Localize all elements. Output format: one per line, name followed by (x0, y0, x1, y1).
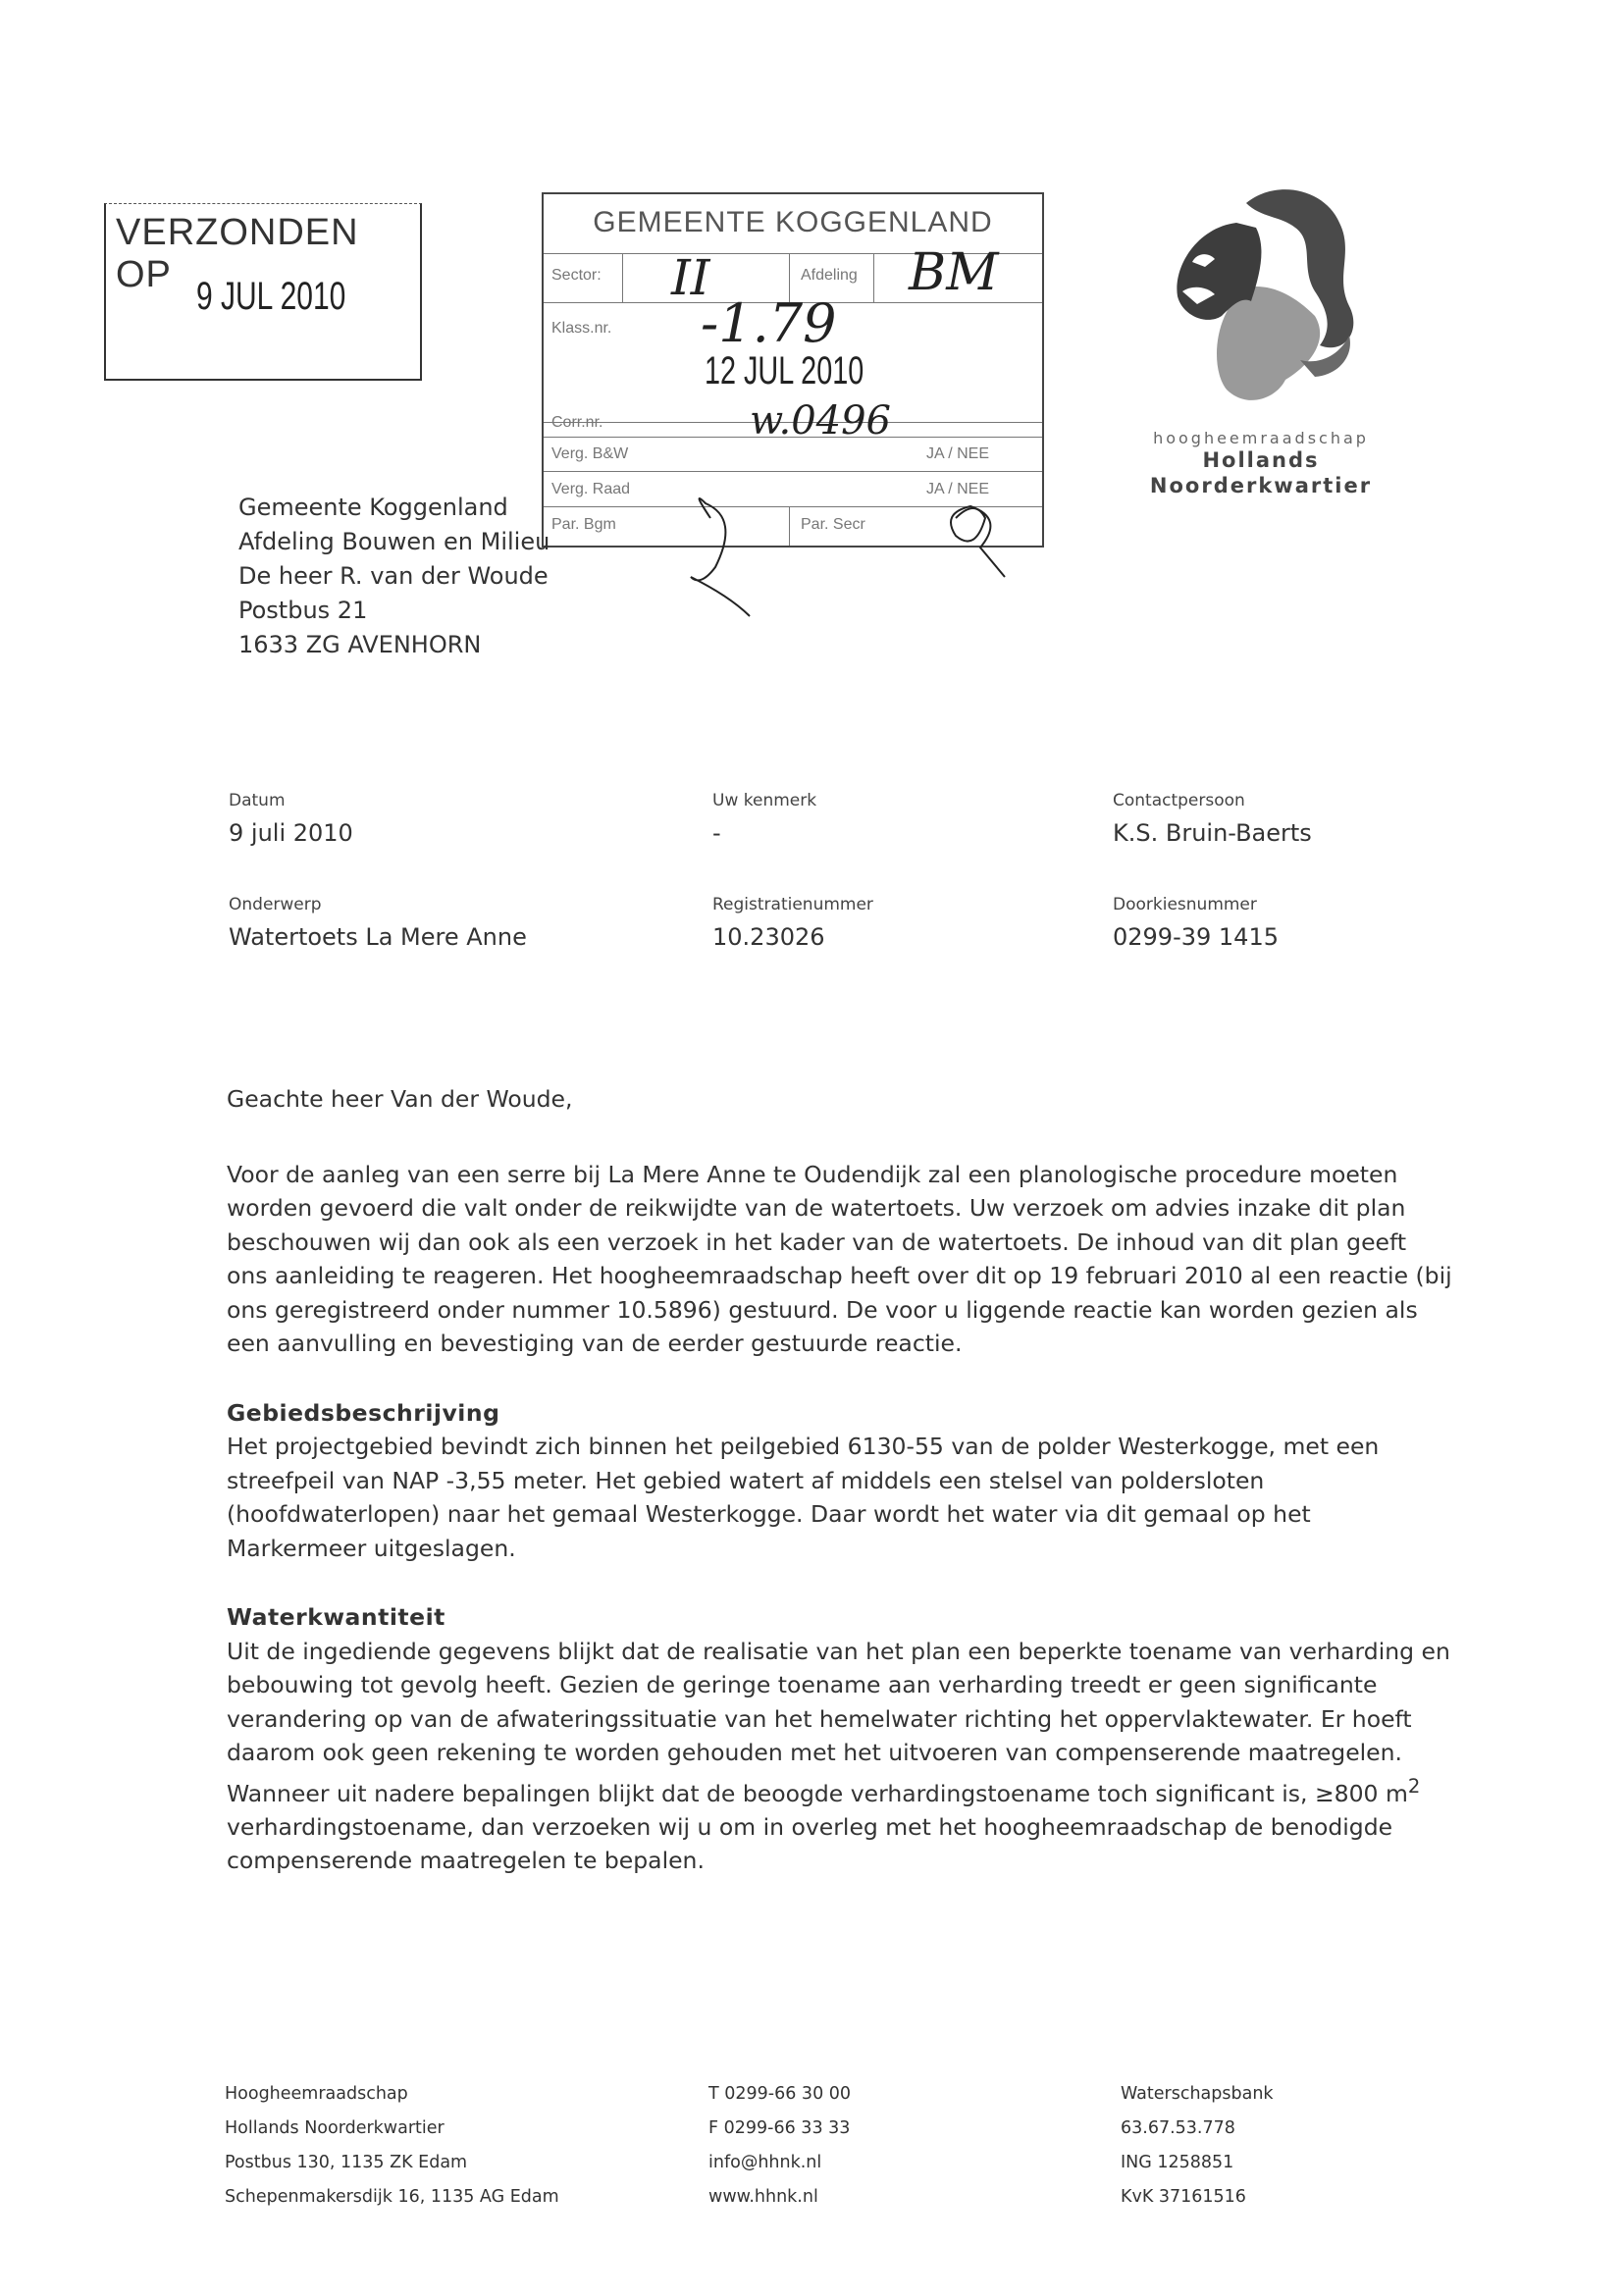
initials-signature (544, 194, 1042, 546)
verg-bw-ja-nee: JA / NEE (926, 445, 990, 462)
footer-line: Postbus 130, 1135 ZK Edam (225, 2153, 468, 2172)
verg-raad-label: Verg. Raad (551, 481, 631, 497)
p2-text-a: Uit de ingediende gegevens blijkt dat de realisatie van het plan een beperkte toename van verharding en bebouwing tot gevolg heeft. Gezien de geringe toename aan verharding treedt er geen significante verandering op van de afwateringssituatie van het hemelwater richting het oppervlaktewater. Er hoeft daarom ook geen rekening te worden gehouden met het uitvoeren van compenserende maatregelen. Wanneer uit nadere bepalingen blijkt dat de beoogde verhardingstoename toch significant is, ≥800 m (227, 1637, 1450, 1807)
klass-value: -1.79 (701, 292, 837, 354)
heading-gebiedsbeschrijving: Gebiedsbeschrijving (227, 1398, 500, 1427)
contact-label: Contactpersoon (1113, 791, 1245, 810)
address-line: Afdeling Bouwen en Milieu (238, 528, 550, 555)
received-stamp-date: 12 JUL 2010 (705, 349, 864, 392)
sector-value: II (671, 249, 710, 306)
verg-bw-label: Verg. B&W (551, 445, 629, 462)
footer-line: Hoogheemraadschap (225, 2084, 408, 2104)
address-line: 1633 ZG AVENHORN (238, 631, 482, 658)
datum-value: 9 juli 2010 (229, 819, 353, 847)
p2-text-b: verhardingstoename, dan verzoeken wij u om in overleg met het hoogheemraadschap de benodigde compenserende maatregelen te bepalen. (227, 1812, 1393, 1875)
greeting: Geachte heer Van der Woude, (227, 1085, 573, 1113)
received-stamp-title: GEMEENTE KOGGENLAND (593, 206, 993, 238)
sent-stamp (104, 203, 422, 381)
waterkwantiteit-paragraph (227, 1635, 1453, 1878)
meta-kenmerk (712, 791, 816, 847)
kenmerk-label: Uw kenmerk (712, 791, 817, 810)
received-stamp (542, 192, 1044, 548)
recipient-address (238, 491, 550, 662)
meta-onderwerp (229, 895, 527, 951)
onderwerp-label: Onderwerp (229, 895, 322, 914)
verg-raad-ja-nee: JA / NEE (926, 481, 990, 497)
sent-stamp-date: 9 JUL 2010 (196, 275, 346, 318)
corr-label: Corr.nr. (551, 414, 603, 431)
lion-logo-icon (1138, 169, 1374, 424)
meta-doorkies (1113, 895, 1279, 951)
footer-address (225, 2077, 559, 2215)
address-line: Postbus 21 (238, 597, 368, 624)
logo-line2: Hollands (1202, 448, 1320, 472)
footer-phone: T 0299-66 30 00 (708, 2084, 852, 2104)
heading-waterkwantiteit: Waterkwantiteit (227, 1603, 445, 1631)
datum-label: Datum (229, 791, 286, 810)
sector-label: Sector: (551, 267, 602, 284)
address-line: De heer R. van der Woude (238, 562, 549, 590)
par-secr-label: Par. Secr (801, 516, 865, 533)
footer-email: info@hhnk.nl (708, 2153, 822, 2172)
footer-line: Hollands Noorderkwartier (225, 2118, 445, 2138)
footer-line: Schepenmakersdijk 16, 1135 AG Edam (225, 2187, 559, 2207)
footer-line: KvK 37161516 (1121, 2187, 1246, 2207)
footer-line: Waterschapsbank (1121, 2084, 1274, 2104)
letter-body (227, 1082, 1453, 1878)
par-bgm-label: Par. Bgm (551, 516, 616, 533)
afdeling-label: Afdeling (801, 267, 858, 284)
corr-value: w.0496 (750, 398, 892, 444)
meta-datum (229, 791, 353, 847)
door-label: Doorkiesnummer (1113, 895, 1257, 914)
logo-line3: Noorderkwartier (1149, 474, 1373, 497)
footer-line: 63.67.53.778 (1121, 2118, 1235, 2138)
intro-paragraph: Voor de aanleg van een serre bij La Mere Anne te Oudendijk zal een planologische procedure moeten worden gevoerd die valt onder de reikwijdte van de watertoets. Uw verzoek om advies inzake dit plan beschouwen wij dan ook als een verzoek in het kader van de watertoets. De inhoud van dit plan geeft ons aanleiding te reageren. Het hoogheemraadschap heeft over dit op 19 februari 2010 al een reactie (bij ons geregistreerd onder nummer 10.5896) gestuurd. De voor u liggende reactie kan worden gezien als een aanvulling en bevestiging van de eerder gestuurde reactie. (227, 1160, 1452, 1357)
meta-registratie (712, 895, 873, 951)
afdeling-value: BM (909, 243, 999, 302)
footer-bank (1121, 2077, 1274, 2215)
footer-fax: F 0299-66 33 33 (708, 2118, 851, 2138)
footer-line: ING 1258851 (1121, 2153, 1234, 2172)
p2-superscript: 2 (1407, 1774, 1421, 1798)
onderwerp-value: Watertoets La Mere Anne (229, 923, 527, 951)
klass-label: Klass.nr. (551, 320, 612, 337)
logo-line1: hoogheemraadschap (1153, 429, 1369, 447)
reg-value: 10.23026 (712, 923, 825, 951)
footer-website: www.hhnk.nl (708, 2187, 818, 2207)
logo-wordmark (1099, 429, 1423, 498)
door-value: 0299-39 1415 (1113, 923, 1279, 951)
gebied-paragraph: Het projectgebied bevindt zich binnen het peilgebied 6130-55 van de polder Westerkogge, met een streefpeil van NAP -3,55 meter. Het gebied watert af middels een stelsel van poldersloten (hoofdwaterlopen) naar het gemaal Westerkogge. Daar wordt het water via dit gemaal op het Markermeer uitgeslagen. (227, 1433, 1380, 1562)
kenmerk-value: - (712, 819, 721, 847)
address-line: Gemeente Koggenland (238, 494, 508, 521)
footer-contact (708, 2077, 851, 2215)
meta-contact (1113, 791, 1312, 847)
reg-label: Registratienummer (712, 895, 873, 914)
sent-stamp-title: VERZONDEN OP (116, 212, 359, 295)
contact-value: K.S. Bruin-Baerts (1113, 819, 1312, 847)
